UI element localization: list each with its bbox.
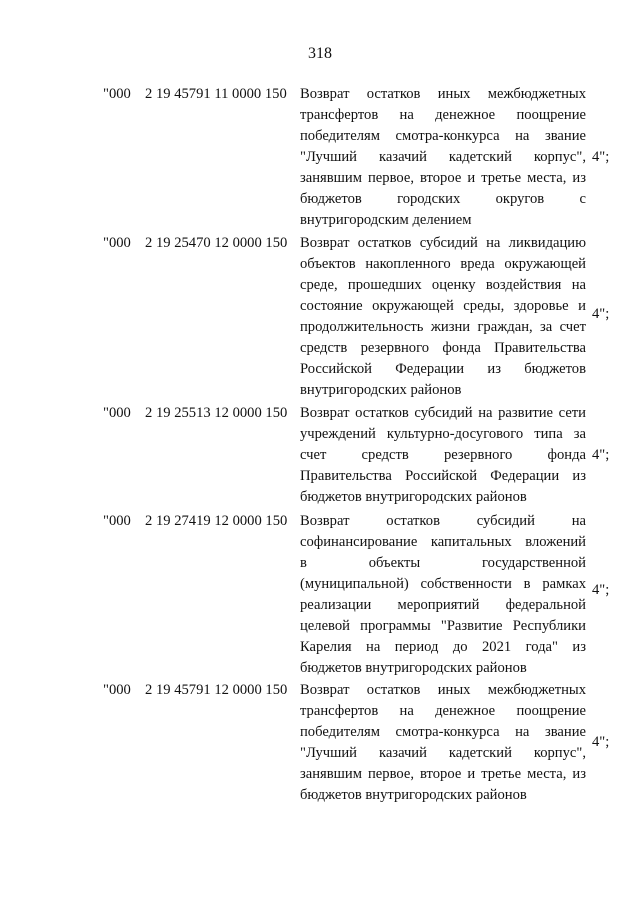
description (300, 511, 586, 679)
description-line: бюджетов внутригородских районов (300, 660, 527, 676)
description-line: трансфертов на денежное поощрение (300, 703, 586, 719)
list-item (0, 511, 640, 681)
description-line: софинансирование капитальных вложений (300, 534, 586, 550)
list-item (0, 84, 640, 234)
description (300, 233, 586, 401)
description-line: занявшим первое, второе и третье места, из (300, 170, 586, 186)
description-line: Карелия на период до 2021 года" из (300, 639, 586, 655)
list-item (0, 680, 640, 810)
description-line: Возврат остатков иных межбюджетных (300, 86, 586, 102)
description-line: победителям смотра-конкурса на звание (300, 128, 586, 144)
description-line: среде, прошедших оценку воздействия на (300, 277, 586, 293)
budget-code: 2 19 25470 12 0000 150 (145, 235, 288, 251)
description-line: занявшим первое, второе и третье места, из (300, 766, 586, 782)
admin-code: "000 (103, 513, 131, 529)
description-line: средств резервного фонда Правительства (300, 340, 586, 356)
budget-code: 2 19 45791 12 0000 150 (145, 682, 288, 698)
description-line: реализации мероприятий федеральной (300, 597, 586, 613)
description-line: трансфертов на денежное поощрение (300, 107, 586, 123)
description-line: "Лучший казачий кадетский корпус", (300, 149, 586, 165)
page-number: 318 (308, 45, 332, 62)
description-line: состояние окружающей среды, здоровье и (300, 298, 586, 314)
description-line: победителям смотра-конкурса на звание (300, 724, 586, 740)
closing-mark: 4"; (592, 149, 610, 165)
description-line: Возврат остатков иных межбюджетных (300, 682, 586, 698)
description-line: в объекты государственной (300, 555, 586, 571)
description-line: Возврат остатков субсидий на (300, 513, 586, 529)
description-line: внутригородским делением (300, 212, 472, 228)
description-line: бюджетов городских округов с (300, 191, 586, 207)
description-line: Возврат остатков субсидий на ликвидацию (300, 235, 586, 251)
description (300, 403, 586, 508)
admin-code: "000 (103, 235, 131, 251)
description-line: Правительства Российской Федерации из (300, 468, 586, 484)
list-item (0, 233, 640, 403)
description-line: бюджетов внутригородских районов (300, 787, 527, 803)
budget-code: 2 19 45791 11 0000 150 (145, 86, 287, 102)
admin-code: "000 (103, 405, 131, 421)
list-item (0, 403, 640, 511)
closing-mark: 4"; (592, 582, 610, 598)
budget-code: 2 19 25513 12 0000 150 (145, 405, 288, 421)
description-line: счет средств резервного фонда (300, 447, 586, 463)
closing-mark: 4"; (592, 447, 610, 463)
description-line: целевой программы "Развитие Республики (300, 618, 586, 634)
description-line: Возврат остатков субсидий на развитие сети (300, 405, 586, 421)
closing-mark: 4"; (592, 306, 610, 322)
description-line: "Лучший казачий кадетский корпус", (300, 745, 586, 761)
description-line: учреждений культурно-досугового типа за (300, 426, 586, 442)
description (300, 84, 586, 231)
admin-code: "000 (103, 86, 131, 102)
description-line: Российской Федерации из бюджетов (300, 361, 586, 377)
description-line: бюджетов внутригородских районов (300, 489, 527, 505)
description (300, 680, 586, 806)
description-line: продолжительность жизни граждан, за счет (300, 319, 586, 335)
budget-code: 2 19 27419 12 0000 150 (145, 513, 288, 529)
description-line: объектов накопленного вреда окружающей (300, 256, 586, 272)
admin-code: "000 (103, 682, 131, 698)
description-line: внутригородских районов (300, 382, 462, 398)
closing-mark: 4"; (592, 734, 610, 750)
description-line: (муниципальной) собственности в рамках (300, 576, 586, 592)
